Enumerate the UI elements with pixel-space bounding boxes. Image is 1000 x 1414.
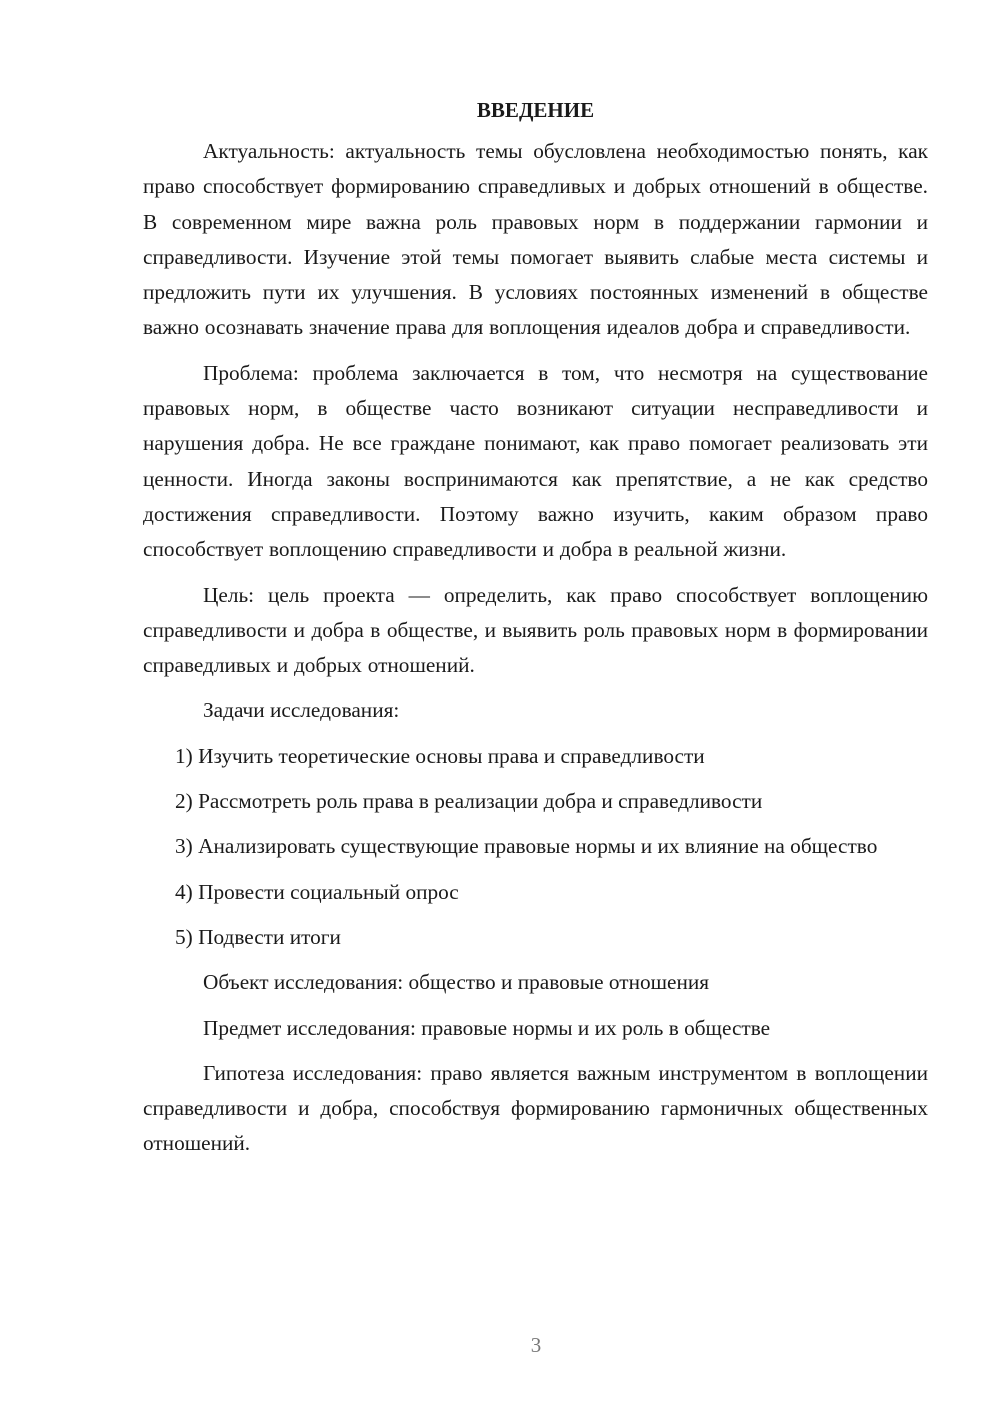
document-page: [143, 96, 928, 1172]
task-item-1: 1) Изучить теоретические основы права и справедливости: [175, 743, 705, 768]
page-number: 3: [530, 1333, 542, 1357]
task-item-5: 5) Подвести итоги: [175, 924, 341, 949]
task-item-4: 4) Провести социальный опрос: [175, 879, 459, 904]
subject-line: Предмет исследования: правовые нормы и их роль в обществе: [203, 1015, 771, 1040]
task-item-3: 3) Анализировать существующие правовые нормы и их влияние на общество: [175, 834, 878, 859]
page-title: ВВЕДЕНИЕ: [476, 98, 595, 122]
hypothesis-paragraph: Гипотеза исследования: право является важным инструментом в воплощении справедливости и добра, способствуя формированию гармоничных общественных отношений.: [143, 1060, 928, 1156]
problem-paragraph: Проблема: проблема заключается в том, что несмотря на существование правовых норм, в обществе часто возникают ситуации несправедливости и нарушения добра. Не все граждане понимают, как право помогает реализовать эти ценности. Иногда законы воспринимаются как препятствие, а не как средство достижения справедливости. Поэтому важно изучить, каким образом право способствует воплощению справедливости и добра в реальной жизни.: [143, 360, 928, 562]
task-item-2: 2) Рассмотреть роль права в реализации добра и справедливости: [175, 789, 763, 814]
relevance-paragraph: Актуальность: актуальность темы обусловлена необходимостью понять, как право способствует формированию справедливых и добрых отношений в обществе. В современном мире важна роль правовых норм в поддержании гармонии и справедливости. Изучение этой темы помогает выявить слабые места системы и предложить пути их улучшения. В условиях постоянных изменений в обществе важно осознавать значение права для воплощения идеалов добра и справедливости.: [143, 139, 928, 340]
tasks-heading: Задачи исследования:: [203, 698, 400, 723]
goal-paragraph: Цель: цель проекта — определить, как право способствует воплощению справедливости и добра в обществе, и выявить роль правовых норм в формировании справедливых и добрых отношений.: [143, 582, 928, 678]
object-line: Объект исследования: общество и правовые отношения: [203, 970, 710, 995]
